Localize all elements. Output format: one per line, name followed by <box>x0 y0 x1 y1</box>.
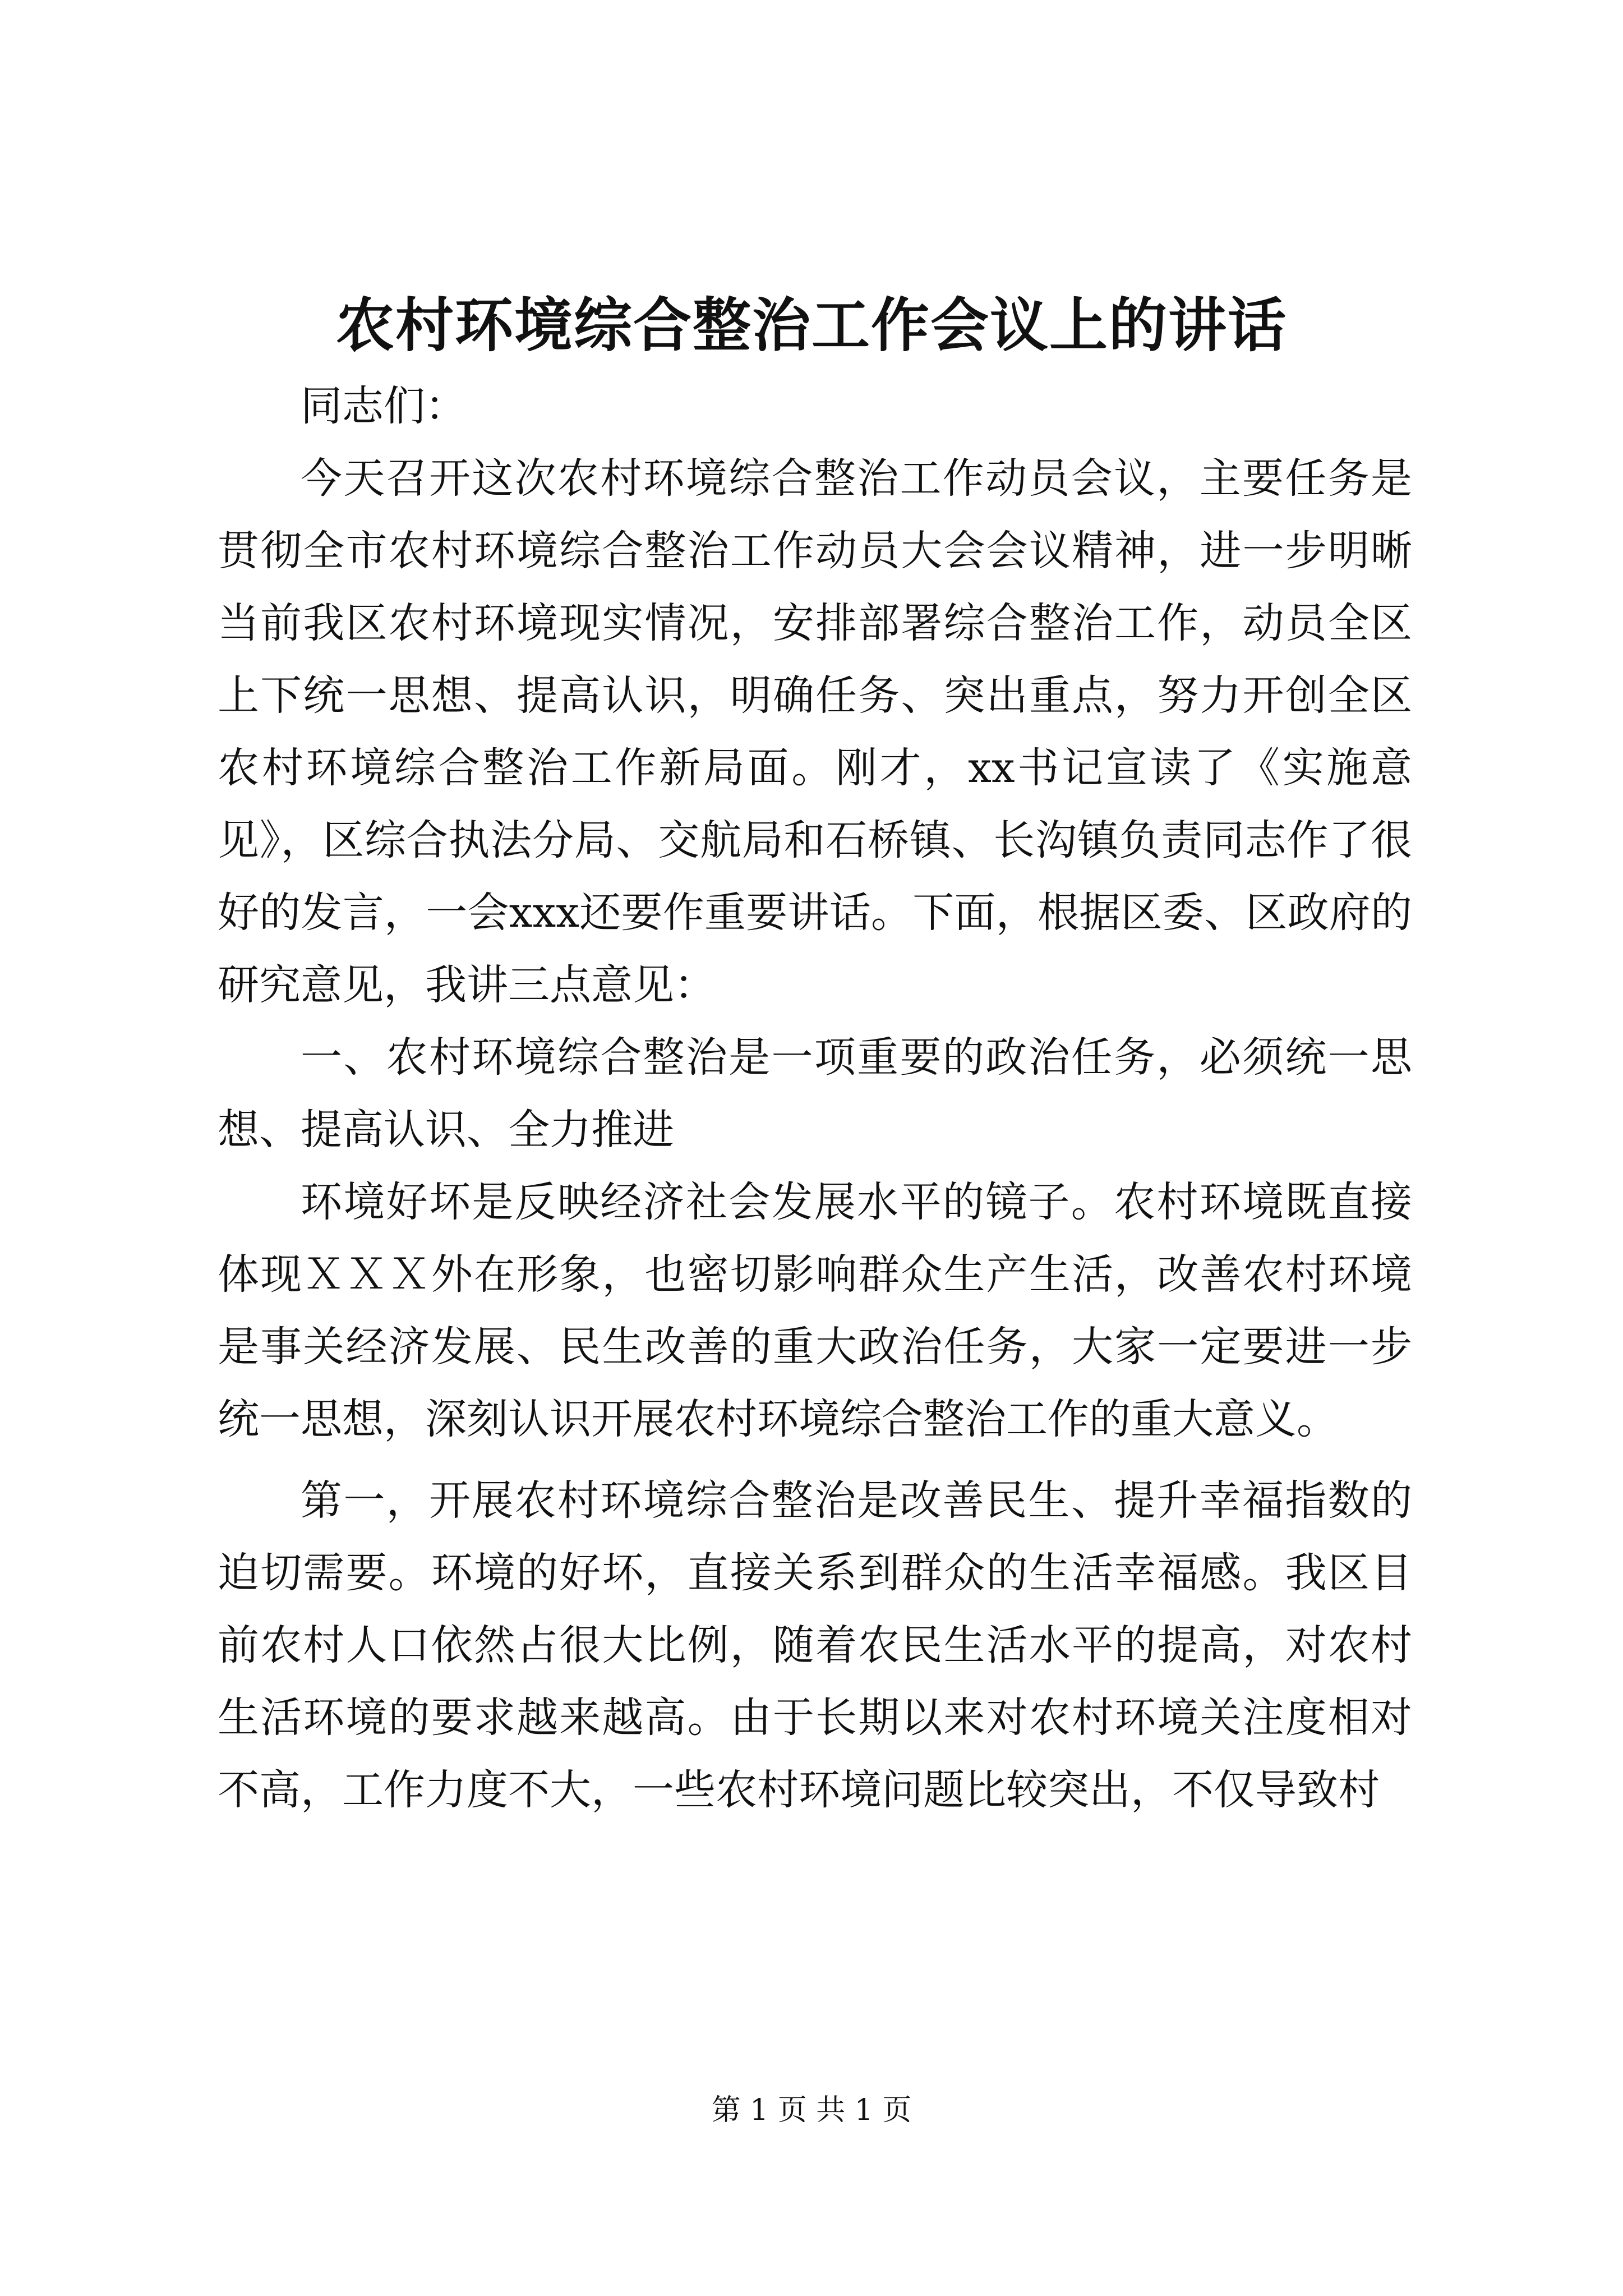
section-heading-1: 一、农村环境综合整治是一项重要的政治任务，必须统一思想、提高认识、全力推进 <box>218 1033 1412 1154</box>
document-body <box>218 370 1412 1826</box>
document-title: 农村环境综合整治工作会议上的讲话 <box>335 291 1287 360</box>
salutation-paragraph: 同志们： <box>301 382 467 430</box>
body-paragraph: 第一，开展农村环境综合整治是改善民生、提升幸福指数的迫切需要。环境的好坏，直接关系到群众的生活幸福感。我区目前农村人口依然占很大比例，随着农民生活水平的提高，对农村生活环境的要求越来越高。由于长期以来对农村环境关注度相对不高，工作力度不大，一些农村环境问题比较突出，不仅导致村 <box>218 1476 1412 1814</box>
body-paragraph: 环境好坏是反映经济社会发展水平的镜子。农村环境既直接体现ＸＸＸ外在形象，也密切影响群众生产生活，改善农村环境是事关经济发展、民生改善的重大政治任务，大家一定要进一步统一思想，深刻认识开展农村环境综合整治工作的重大意义。 <box>218 1178 1412 1443</box>
intro-paragraph: 今天召开这次农村环境综合整治工作动员会议，主要任务是贯彻全市农村环境综合整治工作动员大会会议精神，进一步明晰当前我区农村环境现实情况，安排部署综合整治工作，动员全区上下统一思想、提高认识，明确任务、突出重点，努力开创全区农村环境综合整治工作新局面。刚才，xx书记宣读了《实施意见》，区综合执法分局、交航局和石桥镇、长沟镇负责同志作了很好的发言，一会xxx还要作重要讲话。下面，根据区委、区政府的研究意见，我讲三点意见： <box>218 454 1412 1009</box>
page-footer: 第 1 页 共 1 页 <box>711 2093 912 2127</box>
